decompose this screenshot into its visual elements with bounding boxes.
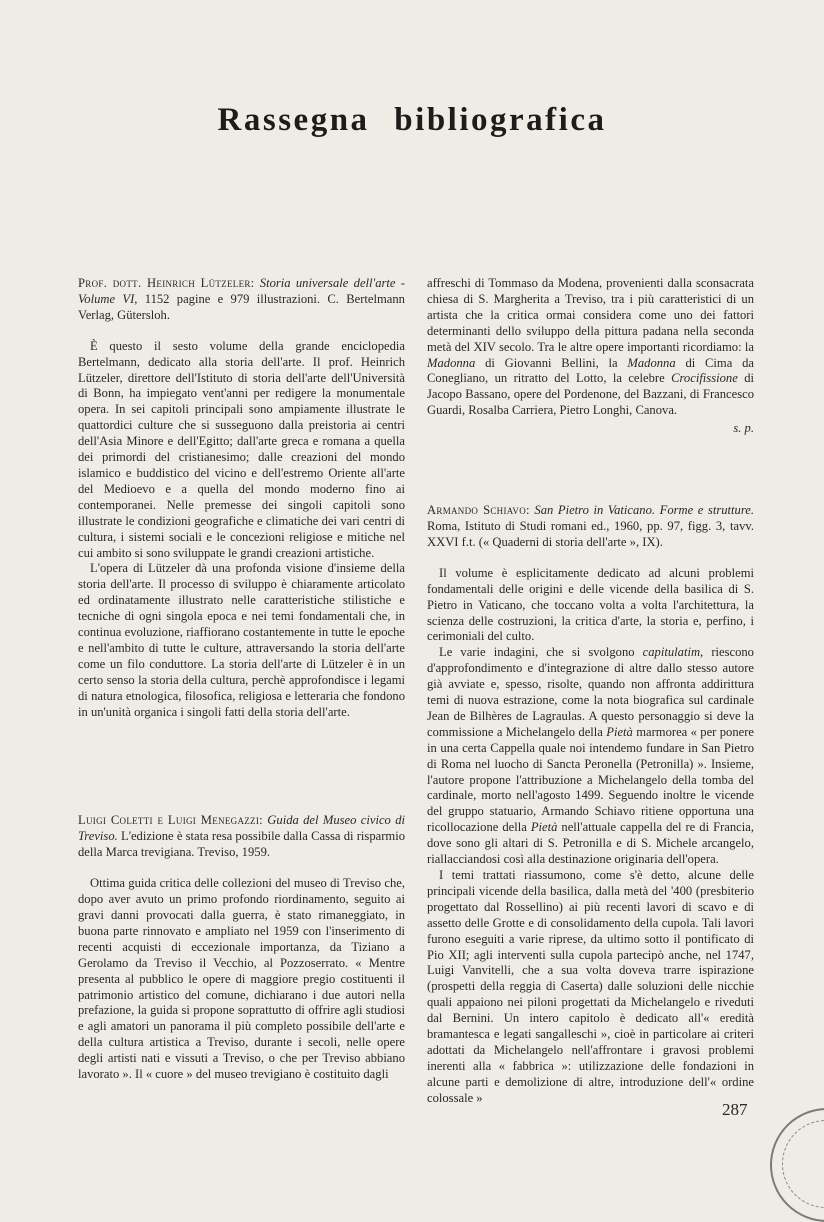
- book-title: San Pietro in Vaticano. Forme e strutture.: [534, 503, 754, 518]
- left-column: [78, 276, 405, 1083]
- review-paragraph-continued: affreschi di Tommaso da Modena, provenienti dalla sconsacrata chiesa di S. Margherita a Treviso, tra i più caratteristici di un artista che la critica ormai considera come uno dei fattori determinanti dello sviluppo della pittura padana nella seconda metà del XIV secolo. Tra le altre opere importanti ricordiamo: la Madonna di Giovanni Bellini, la Madonna di Cima da Conegliano, un ritratto del Lotto, la celebre Crocifissione di Jacopo Bassano, opere del Pordenone, del Bazzani, di Francesco Guardi, Rosalba Carriera, Pietro Longhi, Canova.: [427, 276, 754, 418]
- book-details: Roma, Istituto di Studi romani ed., 1960, pp. 97, figg. 3, tavv. XXVI f.t. (« Quaderni di storia dell'arte », IX).: [427, 518, 754, 549]
- review-paragraph: Ottima guida critica delle collezioni del museo di Treviso che, dopo aver avuto un primo profondo riordinamento, seguito ai gravi danni provocati dalla guerra, è stato rimaneggiato, in buona parte rinnovato e ampliato nel 1959 con l'inserimento di recenti acquisti di eccezionale importanza, da Tiziano a Gerolamo da Treviso il Vecchio, al Pozzoserrato. « Mentre presenta al pubblico le opere di maggiore pregio costituenti il patrimonio artistico del comune, dichiarano i due autori nella prefazione, la guida si propone soprattutto di offrire agli studiosi e agli amatori un panorama il più completo possibile dell'arte e della cultura artistica a Treviso, durante i secoli, nelle opere degli artisti nati e vissuti a Treviso, o che per Treviso abbiano lavorato ». Il « cuore » del museo trevigiano è costituito dagli: [78, 876, 405, 1082]
- review-author: Armando Schiavo:: [427, 503, 530, 518]
- review-author: Prof. dott. Heinrich Lützeler:: [78, 276, 255, 290]
- book-details: L'edizione è stata resa possibile dalla Cassa di risparmio della Marca trevigiana. Treviso, 1959.: [78, 829, 405, 860]
- book-title: Storia universale dell'arte - Volume VI,: [78, 276, 405, 306]
- library-stamp-ring: [782, 1120, 824, 1208]
- book-details: 1152 pagine e 979 illustrazioni. C. Bertelmann Verlag, Gütersloh.: [78, 291, 405, 322]
- review-header: [78, 276, 405, 324]
- review-paragraph: L'opera di Lützeler dà una profonda visione d'insieme della storia dell'arte. Il processo di sviluppo è chiaramente articolato ed ordinatamente illustrato nelle caratteristiche stilistiche e tecniche di ogni singola epoca e nei temi fondamentali che, in continua evoluzione, riaffiorano costantemente in tutte le epoche e nell'ambito di tutte le culture, attraversando la storia dell'arte come un filo conduttore. La storia dell'arte di Lützeler è in un certo senso la storia della cultura, perchè approfondisce i legami di natura etnologica, filosofica, religiosa e letteraria che fondono in un'unità organica i singoli fatti della storia dell'arte.: [78, 561, 405, 719]
- review-header: [427, 503, 754, 551]
- review-paragraph: I temi trattati riassumono, come s'è detto, alcune delle principali vicende della basilica, dalla metà del '400 (presbiterio progettato dal Rossellino) ai più recenti lavori di scavo e di assetto delle Grotte e di consolidamento della cupola. Tali lavori furono eseguiti a varie riprese, da ultimo sotto il pontificato di Pio XII; agli interventi sulla cupola partecipò anche, nel 1747, Luigi Vanvitelli, che a sua volta doveva trarre ispirazione (prospetti della reggia di Caserta) dalle soluzioni delle nicchie quali appaiono nei piloni progettati da Michelangelo e riveduti dal Bernini. Un intero capitolo è dedicato all'« eredità bramantesca e legati sangalleschi », cioè in particolare ai criteri adottati da Michelangelo nell'affrontare i gravosi problemi inerenti alla « fabbrica »: utilizzazione delle fondazioni in alcune parti e demolizione di altre, introduzione dell'« ordine colossale »: [427, 868, 754, 1105]
- review-author: Luigi Coletti e Luigi Menegazzi:: [78, 813, 263, 828]
- book-title: Guida del Museo civico di Treviso.: [78, 813, 405, 844]
- right-column: [427, 276, 754, 1107]
- review-header: [78, 813, 405, 861]
- review-paragraph: Le varie indagini, che si svolgono capitulatim, riescono d'approfondimento e d'integrazione di altre dallo stesso autore già avviate e, spesso, risolte, quando non affronta addirittura temi di nuova estrazione, come la nota biografica sul cardinale Jean de Bilhères de Lagraulas. A questo personaggio si deve la commissione a Michelangelo della Pietà marmorea « per ponere in una certa Cappella quale noi intendemo fundare in San Pietro di Roma nel luocho di Sancta Peronella (Petronilla) ». Insieme, l'autore propone l'attribuzione a Michelangelo della tomba del cardinale, morto nell'agosto 1499. Seguendo inoltre le vicende del gruppo statuario, Armando Schiavo ritiene opportuna una ricollocazione della Pietà nell'attuale cappella del re di Francia, dove sono gli altari di S. Petronilla e di S. Michele arcangelo, riallacciandosi così alla destinazione originaria dell'opera.: [427, 645, 754, 867]
- library-stamp: [770, 1108, 824, 1222]
- review-paragraph: Il volume è esplicitamente dedicato ad alcuni problemi fondamentali delle origini e delle vicende della basilica di S. Pietro in Vaticano, che toccano volta a volta l'architettura, la scienza delle costruzioni, la critica d'arte, la storia e, perfino, i cerimoniali del culto.: [427, 565, 754, 644]
- page-title: Rassegna bibliografica: [217, 102, 607, 139]
- page-number: 287: [722, 1100, 748, 1119]
- reviewer-signature: s. p.: [733, 421, 754, 436]
- review-paragraph: È questo il sesto volume della grande enciclopedia Bertelmann, dedicato alla storia dell'arte. Il prof. Heinrich Lützeler, direttore dell'Istituto di storia dell'arte dell'Università di Bonn, ha impiegato vent'anni per redigere la monumentale opera. In sei capitoli principali sono ampiamente illustrate le quattordici culture che si susseguono dalla preistoria ai centri dell'Asia Minore e dell'Egitto; dall'arte greca e romana a quella dei primordi del cristianesimo; dalle creazioni del mondo islamico e buddistico del vicino e dell'estremo Oriente all'arte del Medioevo e a quella del mondo moderno fino ai contemporanei. Nelle premesse dei singoli capitoli sono illustrate le condizioni geografiche e climatiche dei vari centri di cultura, i sistemi sociali e le concezioni religiose e mitiche nel cui ambito si sono sviluppate le grandi creazioni artistiche.: [78, 338, 405, 560]
